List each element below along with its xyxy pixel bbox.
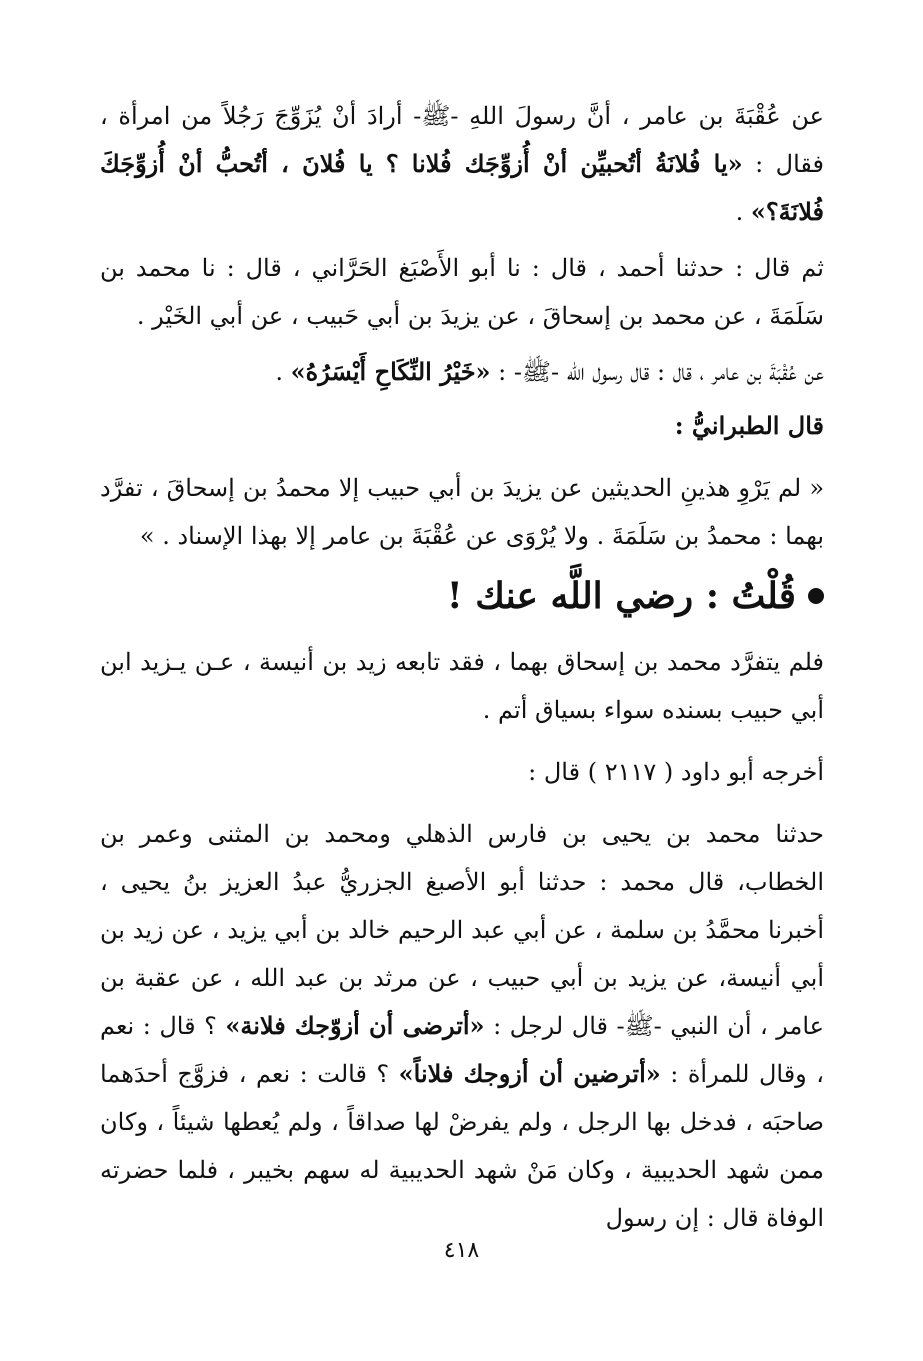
bullet-icon [808,588,824,604]
abu-dawud-end: ؟ قالت : نعم ، فزوَّج أحدَهما صاحبَه ، فدخل بها الرجل ، ولم يفرضْ لها صداقاً ، ولم يُعطها شيئاً ، وكان ممن شهد الحديبية ، وكان مَنْ شهد الحديبية له سهم بخيبر ، فلما حضرته الوفاة قال : إن رسول [100,1060,824,1232]
abu-dawud-paragraph [100,810,824,1242]
hadith-paragraph-1 [100,92,824,236]
hadith-1-text: عن عُقْبَةَ بن عامر ، أنَّ رسولَ اللهِ -ﷺ- أرادَ أنْ يُزَوِّجَ رَجُلاً من امرأة ، فقال : [100,102,824,178]
commentary-paragraph: فلم يتفرَّد محمد بن إسحاق بهما ، فقد تابعه زيد بن أنيسة ، عـن يـزيد ابن أبي حبيب بسنده سواء بسياق أتم . [100,648,824,724]
abu-dawud-quote-1: «أترضى أن أزوّجك فلانة» [225,1011,485,1040]
source-paragraph: أخرجه أبو داود ( ٢١١٧ ) قال : [528,758,824,786]
hadith-1-quote: «يا فُلانَةُ أتُحبيِّن أنْ أُزوِّجَك فُلانا ؟ يا فُلانَ ، أتُحبُّ أنْ أُزوِّجَكَ فُلانَةَ؟» [100,149,824,226]
page-number: ٤١٨ [443,1238,480,1263]
abu-dawud-mid: ؟ قال : نعم ، وقال للمرأة : [100,1012,825,1088]
hadith-paragraph-2 [100,348,824,396]
hadith-1-end: . [735,198,751,226]
page-body [100,92,824,1256]
abu-dawud-quote-2: «أترضين أن أزوجك فلاناً» [398,1059,661,1088]
hadith-2-text: عن عُقْبَةَ بن عامر ، قال : قال رسول الله -ﷺ- : [490,358,824,386]
tabarani-quote: « لم يَرْوِ هذينِ الحديثين عن يزيدَ بن أبي حبيب إلا محمدُ بن إسحاقَ ، تفرَّد بهما : محمدُ بن سَلَمَةَ . ولا يُرْوَى عن عُقْبَةَ بن عامر إلا بهذا الإسناد . » [100,474,824,550]
hadith-2-quote: «خَيْرُ النِّكَاحِ أَيْسَرُهُ» [290,357,491,386]
section-heading-text: قُلْتُ : رضي اللَّه عنك ! [446,575,796,617]
hadith-2-end: . [275,358,291,386]
isnad-paragraph: ثم قال : حدثنا أحمد ، قال : نا أبو الأَصْبَغ الحَرَّاني ، قال : نا محمد بن سَلَمَةَ ، عن محمد بن إسحاقَ ، عن يزيدَ بن أبي حَبيب ، عن أبي الخَيْر . [100,254,824,330]
tabarani-heading: قال الطبرانيُّ : [674,411,824,440]
abu-dawud-text: حدثنا محمد بن يحيى بن فارس الذهلي ومحمد بن المثنى وعمر بن الخطاب، قال محمد : حدثنا أبو الأصبغ الجزريُّ عبدُ العزيز بنُ يحيى ، أخبرنا محمَّدُ بن سلمة ، عن أبي عبد الرحيم خالد بن أبي يزيد ، عن زيد بن أبي أنيسة، عن يزيد بن أبي حبيب ، عن مرثد بن عبد الله ، عن عقبة بن عامر ، أن النبي -ﷺ- قال لرجل : [100,820,824,1040]
section-heading [100,568,824,624]
